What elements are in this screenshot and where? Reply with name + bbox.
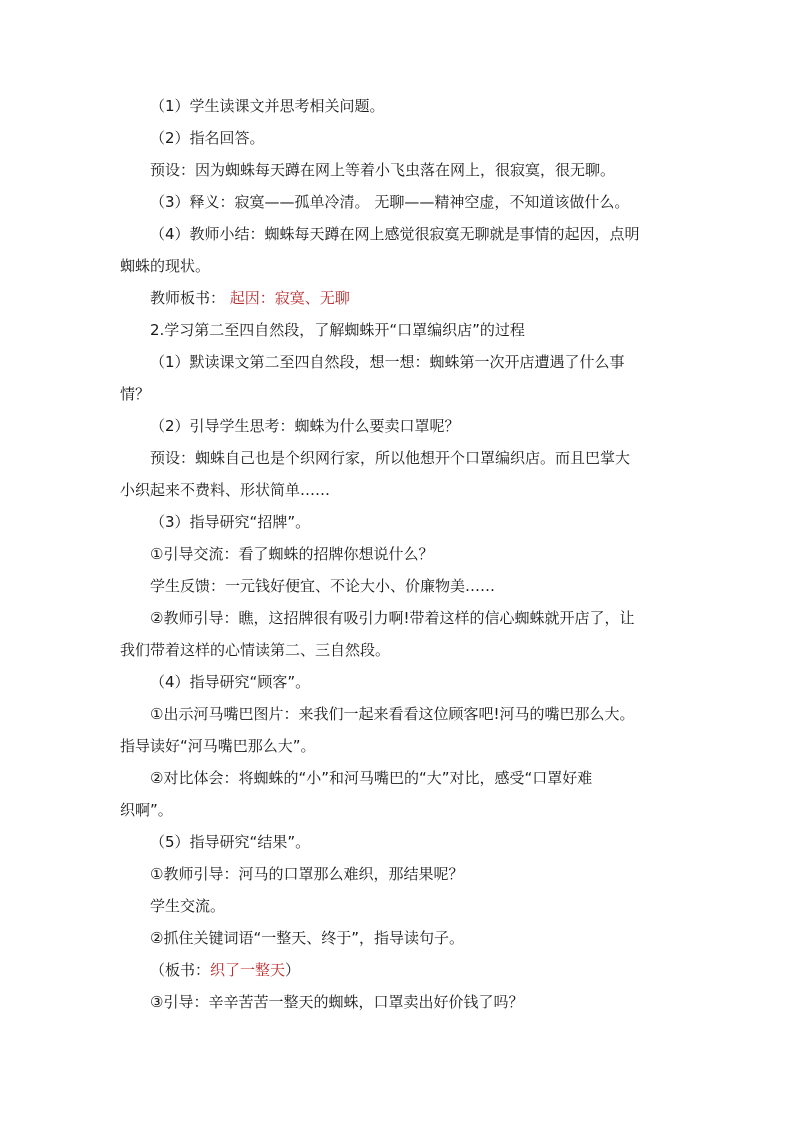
paragraph-guide-price: ③引导：辛辛苦苦一整天的蜘蛛，口罩卖出好价钱了吗？ xyxy=(150,993,524,1011)
board-note-whole-day xyxy=(120,960,680,981)
paragraph-customer: （4）指导研究“顾客”。 xyxy=(150,673,311,691)
paragraph-step-4-line-1: （4）教师小结：蜘蛛每天蹲在网上感觉很寂寞无聊就是事情的起因，点明 xyxy=(150,225,640,243)
board-open: （板书： xyxy=(150,961,211,979)
paragraph-student-feedback: 学生反馈：一元钱好便宜、不论大小、价廉物美…… xyxy=(150,577,496,595)
paragraph-read-line-2: 情？ xyxy=(120,385,151,403)
paragraph-teacher-guide-line-1: ②教师引导：瞧，这招牌很有吸引力啊!带着这样的信心蜘蛛就开店了，让 xyxy=(150,609,635,627)
paragraph-result: （5）指导研究“结果”。 xyxy=(150,833,311,851)
paragraph-step-3: （3）释义：寂寞——孤单冷清。 无聊——精神空虚，不知道该做什么。 xyxy=(150,193,630,211)
paragraph-teacher-guide-result: ①教师引导：河马的口罩那么难织，那结果呢？ xyxy=(150,865,464,883)
paragraph-preset-2-line-2: 小织起来不费料、形状简单…… xyxy=(120,481,331,499)
section-heading-2: 2.学习第二至四自然段，了解蜘蛛开“口罩编织店”的过程 xyxy=(150,321,525,339)
paragraph-think: （2）引导学生思考：蜘蛛为什么要卖口罩呢？ xyxy=(150,417,460,435)
paragraph-step-2: （2）指名回答。 xyxy=(150,129,265,147)
lesson-plan-body xyxy=(120,96,680,1013)
board-note-cause xyxy=(120,288,680,309)
paragraph-student-exchange: 学生交流。 xyxy=(150,897,226,915)
paragraph-guide-exchange: ①引导交流：看了蜘蛛的招牌你想说什么？ xyxy=(150,545,434,563)
board-highlight-whole-day: 织了一整天 xyxy=(210,961,286,979)
paragraph-read-line-1: （1）默读课文第二至四自然段，想一想：蜘蛛第一次开店遭遇了什么事 xyxy=(150,353,625,371)
paragraph-compare-line-2: 织啊”。 xyxy=(120,801,173,819)
paragraph-hippo-line-1: ①出示河马嘴巴图片：来我们一起来看看这位顾客吧!河马的嘴巴那么大。 xyxy=(150,705,635,723)
paragraph-signboard: （3）指导研究“招牌”。 xyxy=(150,513,311,531)
paragraph-keywords: ②抓住关键词语“一整天、终于”，指导读句子。 xyxy=(150,929,464,947)
paragraph-hippo-line-2: 指导读好“河马嘴巴那么大”。 xyxy=(120,737,316,755)
board-label: 教师板书： xyxy=(150,289,226,307)
paragraph-preset-2-line-1: 预设：蜘蛛自己也是个织网行家，所以他想开个口罩编织店。而且巴掌大 xyxy=(150,449,631,467)
paragraph-preset-1: 预设：因为蜘蛛每天蹲在网上等着小飞虫落在网上，很寂寞，很无聊。 xyxy=(150,161,616,179)
board-highlight-cause: 起因：寂寞、无聊 xyxy=(229,289,350,307)
paragraph-step-1: （1）学生读课文并思考相关问题。 xyxy=(150,97,385,115)
paragraph-teacher-guide-line-2: 我们带着这样的心情读第二、三自然段。 xyxy=(120,641,391,659)
paragraph-step-4-line-2: 蜘蛛的现状。 xyxy=(120,257,211,275)
paragraph-compare-line-1: ②对比体会：将蜘蛛的“小”和河马嘴巴的“大”对比，感受“口罩好难 xyxy=(150,769,593,787)
board-close: ） xyxy=(285,961,301,979)
